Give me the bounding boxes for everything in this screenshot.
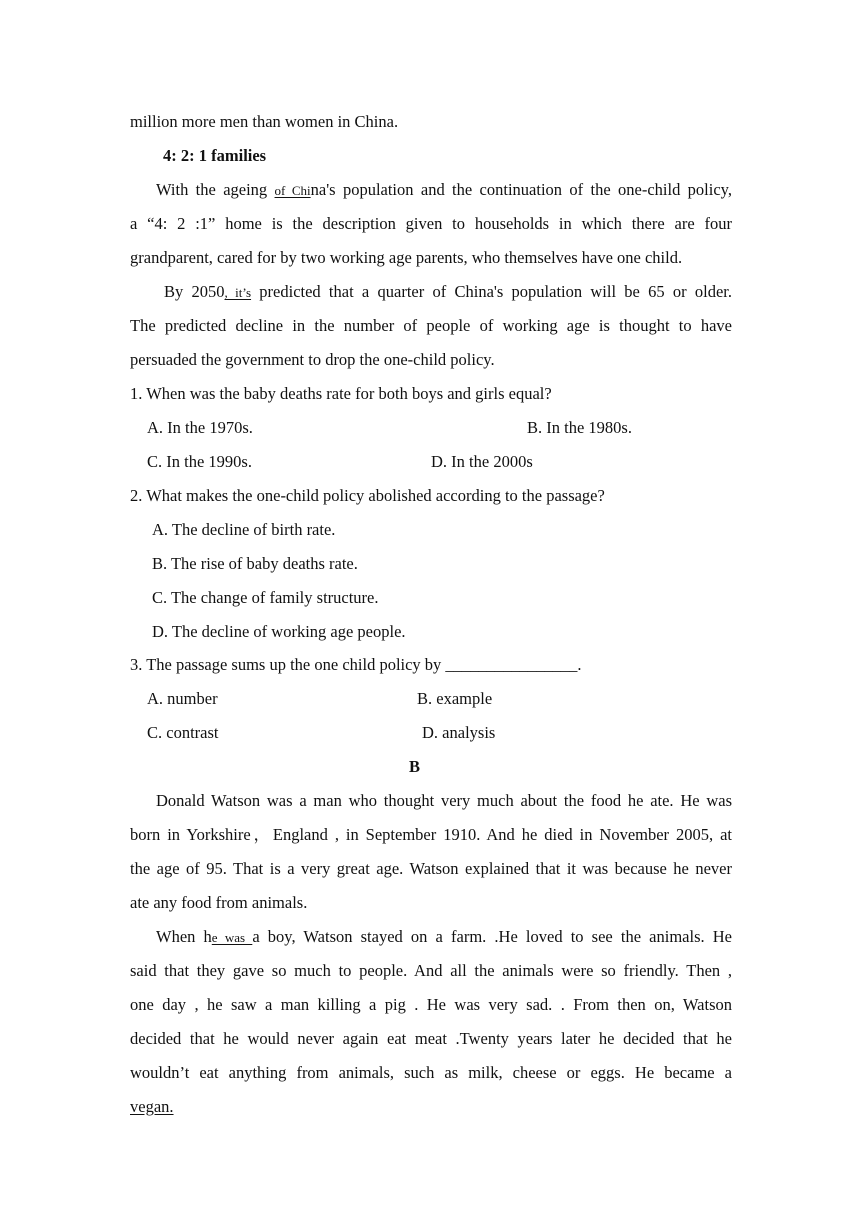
text-line: grandparent, cared for by two working age parents, who themselves have one child. bbox=[130, 248, 683, 267]
text-line: When he was a boy, Watson stayed on a farm. .He loved to see the animals. He bbox=[156, 927, 732, 946]
text-line: The predicted decline in the number of people of working age is thought to have bbox=[130, 316, 732, 335]
text-line: one day , he saw a man killing a pig . He was very sad. . From then on, Watson bbox=[130, 995, 732, 1014]
option-1d: D. In the 2000s bbox=[431, 452, 533, 471]
text-line: the age of 95. That is a very great age. Watson explained that it was because he never bbox=[130, 859, 732, 878]
section-heading: B bbox=[409, 757, 421, 776]
option-3b: B. example bbox=[417, 689, 493, 708]
text-line: Donald Watson was a man who thought very much about the food he ate. He was bbox=[156, 791, 732, 810]
text-line: With the ageing of China's population and the continuation of the one-child policy, bbox=[156, 180, 732, 199]
text-line: born in Yorkshire，England , in September 1910. And he died in November 2005, at bbox=[130, 825, 732, 844]
text-line: ate any food from animals. bbox=[130, 893, 308, 912]
option-2d: D. The decline of working age people. bbox=[152, 622, 406, 641]
option-3c: C. contrast bbox=[147, 723, 219, 742]
question-1: 1. When was the baby deaths rate for both boys and girls equal? bbox=[130, 384, 552, 403]
text-line: said that they gave so much to people. And all the animals were so friendly. Then , bbox=[130, 961, 732, 980]
text-line: decided that he would never again eat meat .Twenty years later he decided that he bbox=[130, 1029, 732, 1048]
option-2a: A. The decline of birth rate. bbox=[152, 520, 336, 539]
option-3a: A. number bbox=[147, 689, 218, 708]
option-1b: B. In the 1980s. bbox=[527, 418, 632, 437]
question-2: 2. What makes the one-child policy abolished according to the passage? bbox=[130, 486, 605, 505]
text-line: wouldn’t eat anything from animals, such as milk, cheese or eggs. He became a bbox=[130, 1063, 732, 1082]
option-1a: A. In the 1970s. bbox=[147, 418, 253, 437]
option-2b: B. The rise of baby deaths rate. bbox=[152, 554, 358, 573]
option-2c: C. The change of family structure. bbox=[152, 588, 379, 607]
text-line: million more men than women in China. bbox=[130, 112, 399, 131]
text-line: vegan. bbox=[130, 1097, 174, 1116]
text-line: By 2050, it’s predicted that a quarter of China's population will be 65 or older. bbox=[164, 282, 732, 301]
option-1c: C. In the 1990s. bbox=[147, 452, 252, 471]
option-3d: D. analysis bbox=[422, 723, 496, 742]
question-3: 3. The passage sums up the one child policy by ________________. bbox=[130, 655, 582, 674]
section-heading: 4: 2: 1 families bbox=[163, 146, 267, 165]
text-line: a “4: 2 :1” home is the description given to households in which there are four bbox=[130, 214, 732, 233]
text-line: persuaded the government to drop the one-child policy. bbox=[130, 350, 495, 369]
